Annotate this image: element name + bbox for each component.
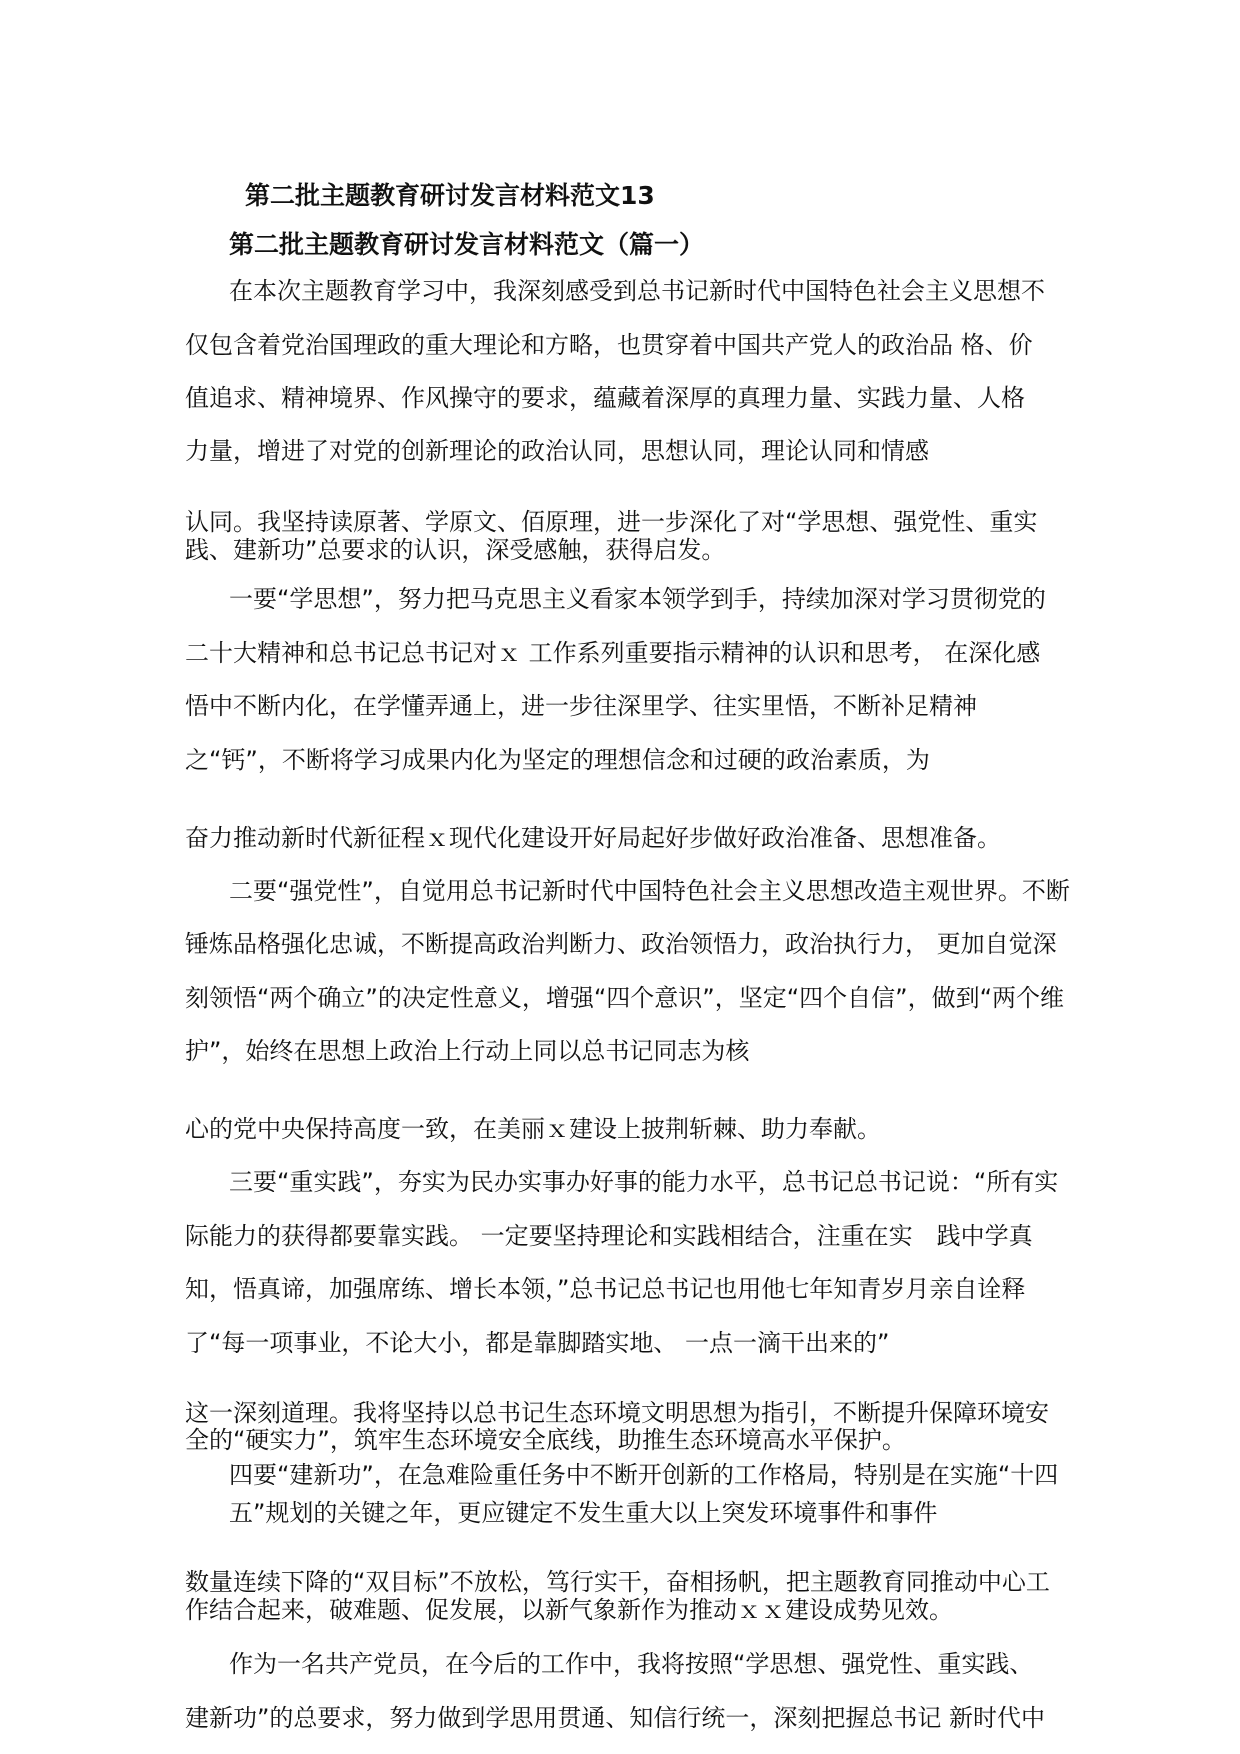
paragraph-line: 践、建新功”总要求的认识，深受感触，获得启发。 xyxy=(185,536,726,564)
paragraph-line: 知，悟真谛，加强席练、增长本领，”总书记总书记也用他七年知青岁月亲自诠释 xyxy=(185,1275,1026,1303)
paragraph-line: 全的“硬实力”，筑牢生态环境安全底线，助推生态环境高水平保护。 xyxy=(185,1426,906,1454)
paragraph-line: 心的党中央保持高度一致，在美丽ｘ建设上披荆斩棘、助力奉献。 xyxy=(185,1115,881,1143)
paragraph-line: 之“钙”，不断将学习成果内化为坚定的理想信念和过硬的政治素质，为 xyxy=(185,746,930,774)
paragraph-line: 一要“学思想”，努力把马克思主义看家本领学到手，持续加深对学习贯彻党的 xyxy=(229,585,1046,613)
paragraph-line: 刻领悟“两个确立”的决定性意义，增强“四个意识”，坚定“四个自信”，做到“两个维 xyxy=(185,984,1065,1012)
paragraph-line: 这一深刻道理。我将坚持以总书记生态环境文明思想为指引，不断提升保障环境安 xyxy=(185,1399,1049,1427)
paragraph-line: 了“每一项事业，不论大小，都是靠脚踏实地、 一点一滴干出来的” xyxy=(185,1329,890,1357)
paragraph-line: 在本次主题教育学习中，我深刻感受到总书记新时代中国特色社会主义思想不 xyxy=(229,277,1045,305)
paragraph-line: 认同。我坚持读原著、学原文、佰原理，进一步深化了对“学思想、强党性、重实 xyxy=(185,508,1038,536)
paragraph-line: 力量，增进了对党的创新理论的政治认同，思想认同，理论认同和情感 xyxy=(185,437,929,465)
paragraph-line: 作结合起来，破难题、促发展，以新气象新作为推动ｘｘ建设成势见效。 xyxy=(185,1596,953,1624)
paragraph-line: 二要“强党性”，自觉用总书记新时代中国特色社会主义思想改造主观世界。不断 xyxy=(229,877,1070,905)
paragraph-line: 数量连续下降的“双目标”不放松，笃行实干，奋相扬帆，把主题教育同推动中心工 xyxy=(185,1568,1050,1596)
paragraph-line: 三要“重实践”，夯实为民办实事办好事的能力水平，总书记总书记说：“所有实 xyxy=(229,1168,1059,1196)
document-subtitle: 第二批主题教育研讨发言材料范文（篇一） xyxy=(229,230,705,259)
paragraph-line: 五”规划的关键之年，更应键定不发生重大以上突发环境事件和事件 xyxy=(229,1499,938,1527)
document-title: 第二批主题教育研讨发言材料范文13 xyxy=(245,181,655,210)
paragraph-line: 二十大精神和总书记总书记对ｘ 工作系列重要指示精神的认识和思考， 在深化感 xyxy=(185,639,1041,667)
paragraph-line: 护”，始终在思想上政治上行动上同以总书记同志为核 xyxy=(185,1037,750,1065)
paragraph-line: 作为一名共产党员，在今后的工作中，我将按照“学思想、强党性、重实践、 xyxy=(229,1650,1034,1678)
paragraph-line: 四要“建新功”，在急难险重任务中不断开创新的工作格局，特别是在实施“十四 xyxy=(229,1461,1059,1489)
paragraph-line: 仅包含着党治国理政的重大理论和方略，也贯穿着中国共产党人的政治品 格、价 xyxy=(185,331,1033,359)
paragraph-line: 奋力推动新时代新征程ｘ现代化建设开好局起好步做好政治准备、思想准备。 xyxy=(185,824,1001,852)
paragraph-line: 际能力的获得都要靠实践。 一定要坚持理论和实践相结合，注重在实 践中学真 xyxy=(185,1222,1033,1250)
paragraph-line: 悟中不断内化，在学懂弄通上，进一步往深里学、往实里悟，不断补足精神 xyxy=(185,692,977,720)
paragraph-line: 建新功”的总要求，努力做到学思用贯通、知信行统一，深刻把握总书记 新时代中 xyxy=(185,1704,1046,1732)
paragraph-line: 锤炼品格强化忠诚，不断提高政治判断力、政治领悟力，政治执行力， 更加自觉深 xyxy=(185,930,1057,958)
paragraph-line: 值追求、精神境界、作风操守的要求，蕴藏着深厚的真理力量、实践力量、人格 xyxy=(185,384,1025,412)
